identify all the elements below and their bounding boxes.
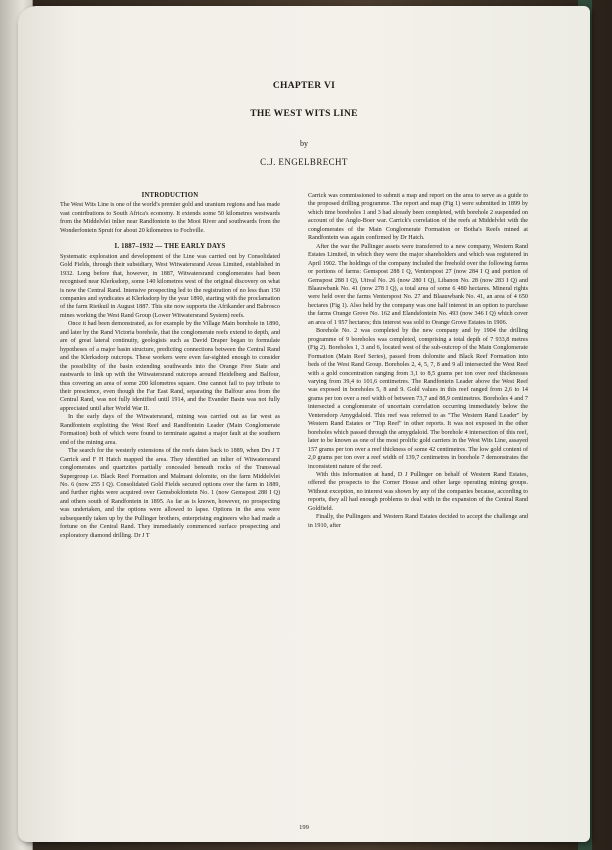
section-heading-early-days: I. 1887–1932 — THE EARLY DAYS [114,243,226,251]
body-paragraph: Systematic exploration and development of the Line was carried out by Consolidated Gold Fields, through their subsidiary, West Witwatersrand Areas Limited, established in 1932. Long before that, however, in 1887, Witwatersrand conglomerates had been recognised near Klerksdorp, some 140 kilometres west of the original discovery on what is now the Central Rand. Intensive prospecting led to the registration of no less than 150 companies and syndicates at Klerksdorp by the year 1890, starting with the proclamation of the farm Rietkuil in August 1887. This site now supports the Afrikander and Babrosco mines working the West Rand Group (Lower Witwatersrand System) reefs. [60,253,280,319]
body-paragraph: With this information at hand, D J Pullinger on behalf of Western Rand Estates, offered the prospects to the Corner House and other large operating mining groups. Without exception, no interest was shown by any of the companies because, according to reports, they all had enough problems to deal with in the expansion of the Central Rand Goldfield. [308,471,528,512]
byline-by: by [300,139,308,148]
body-paragraph: Carrick was commissioned to submit a map and report on the area to serve as a guide to the proposed drilling programme. The report and map (Fig 1) were submitted in 1899 by which time boreholes 1 and 3 had already been completed, with borehole 2 suspended on account of the Anglo-Boer war. Carrick's correlation of the reefs at Middelvlei with the conglomerates of the Main Conglomerate Formation or Botha's Reefs mined at Randfontein was again confirmed by Dr Hatch. [308,193,528,242]
body-paragraph: After the war the Pullinger assets were transferred to a new company, Western Rand Estates Limited, in which they were the major shareholders and which was registered in April 1902. The holdings of the company included the freehold over the following farms or portions of farms: Gemspost 288 I Q, Venterspost 27 (now 284 I Q and portion of Gemspost 288 I Q), Uitval No. 26 (now 280 I Q), Libanon No. 28 (now 283 I Q) and Blaauwbank No. 41 (now 278 I Q), a total area of some 6 480 hectares. Mineral rights were held over the farms Venterspost No. 27 and Blaauwbank No. 41, an area of 4 650 hectares (Fig 1). Also held by the company was one half interest in an option to purchase the farms Orange Grove No. 162 and Elandsfontein No. 493 (now 346 I Q) which cover an area of 1 957 hectares; this interest was sold to Orange Grove Estates in 1906. [308,243,528,326]
left-column [60,192,280,540]
body-paragraph: Finally, the Pullingers and Western Rand Estates decided to accept the challenge and in 1910, after [308,514,528,529]
body-paragraph: Borehole No. 2 was completed by the new company and by 1904 the drilling programme of 9 boreholes was completed, comprising a total depth of 7 933,8 metres (Fig 2). Boreholes 1, 3 and 6, located west of the sub-outcrop of the Main Conglomerate Formation (Main Reef Series), passed from dolomite and Black Reef Formation into beds of the West Rand Group. Boreholes 2, 4, 5, 7, 8 and 9 all intersected the West Reef with a gold concentration ranging from 3,1 to 8,5 grams per ton over reef thicknesses varying from 39,4 to 101,6 centimetres. The Randfontein Leader above the West Reef was exposed in boreholes 5, 8 and 9. Gold values in this reef ranged from 2,6 to 14 grams per ton over a reef width of between 73,7 and 88,9 centimetres. Boreholes 4 and 7 intersected a conglomerate of uncertain correlation occurring immediately below the Ventersdorp Amygdaloid. This reef was referred to as "The Western Rand Leader" by Western Rand Estates or "Top Reef" in other reports. It was not exposed in the other boreholes which passed through the amygdaloid. The borehole 4 intersection of this reef, later to be known as one of the most prolific gold carriers in the West Wits Line, assayed 157 grams per ton over a reef thickness of some 42 centimetres. The low gold content of 2,0 grams per ton over a reef width of 139,7 centimetres in borehole 7 demonstrates the inconsistent nature of the reef. [308,328,528,470]
body-paragraph: The search for the westerly extensions of the reefs dates back to 1889, when Drs J T Carrick and F H Hatch mapped the area. They identified an inlier of Witwatersrand conglomerates and quartzites partially concealed beneath rocks of the Transvaal Supergroup i.e. Black Reef Formation and Malmani dolomite, on the farm Middelvlei No. 6 (now 255 I Q). Consolidated Gold Fields secured options over the farm in 1889, and further rights were acquired over Gemsbokfontein No. 1 (now Gemspost 288 I Q) and others south of Randfontein in 1895. As far as is known, however, no prospecting was undertaken, and the options were allowed to lapse. Options in the area were subsequently taken up by the Pullinger brothers, enterprising engineers who had made a fortune on the Central Rand. They immediately commenced surface prospecting and exploratory diamond drilling. Dr J T [60,448,280,539]
introduction-heading: INTRODUCTION [141,192,199,199]
right-column [308,192,528,530]
introduction-paragraph: The West Wits Line is one of the world's premier gold and uranium regions and has made vast contributions to South Africa's economy. It extends some 50 kilometres westwards from the Middelvlei inlier near Randfontein to the Mooi River and southwards from the Wonderfontein Spruit for about 20 kilometres to Fochville. [60,202,280,234]
book-page [18,6,590,842]
body-paragraph: In the early days of the Witwatersrand, mining was carried out as far west as Randfontein exploiting the West Reef and Randfontein Leader (Main Conglomerate Formation) both of which were found to terminate against a major fault at the southern end of the mining area. [60,414,280,446]
body-paragraph: Once it had been demonstrated, as for example by the Village Main borehole in 1890, and later by the Rand Victoria borehole, that the conglomerate reefs extend to depth, and are of great lateral continuity, geologists such as David Draper began to formulate hypotheses of a major basin structure, predicting connections between the Central Rand and the Klerksdorp outcrops. These workers were even far-sighted enough to consider the possibility of the basin extending southwards into the Orange Free State and eastwards to link up with the Witwatersrand outcrops around Heidelberg and Balfour, thus covering an area of some 200 kilometres square. One cannot fail to pay tribute to their prescience, even though the Far East Rand, separating the Balfour area from the Central Rand, was not fully identified until 1914, and the Evander Basin was not fully appreciated until after World War II. [60,321,280,412]
page-number: 199 [299,824,309,831]
author-name: C.J. ENGELBRECHT [260,157,348,167]
chapter-title: THE WEST WITS LINE [250,109,358,119]
chapter-label: CHAPTER VI [272,81,336,91]
